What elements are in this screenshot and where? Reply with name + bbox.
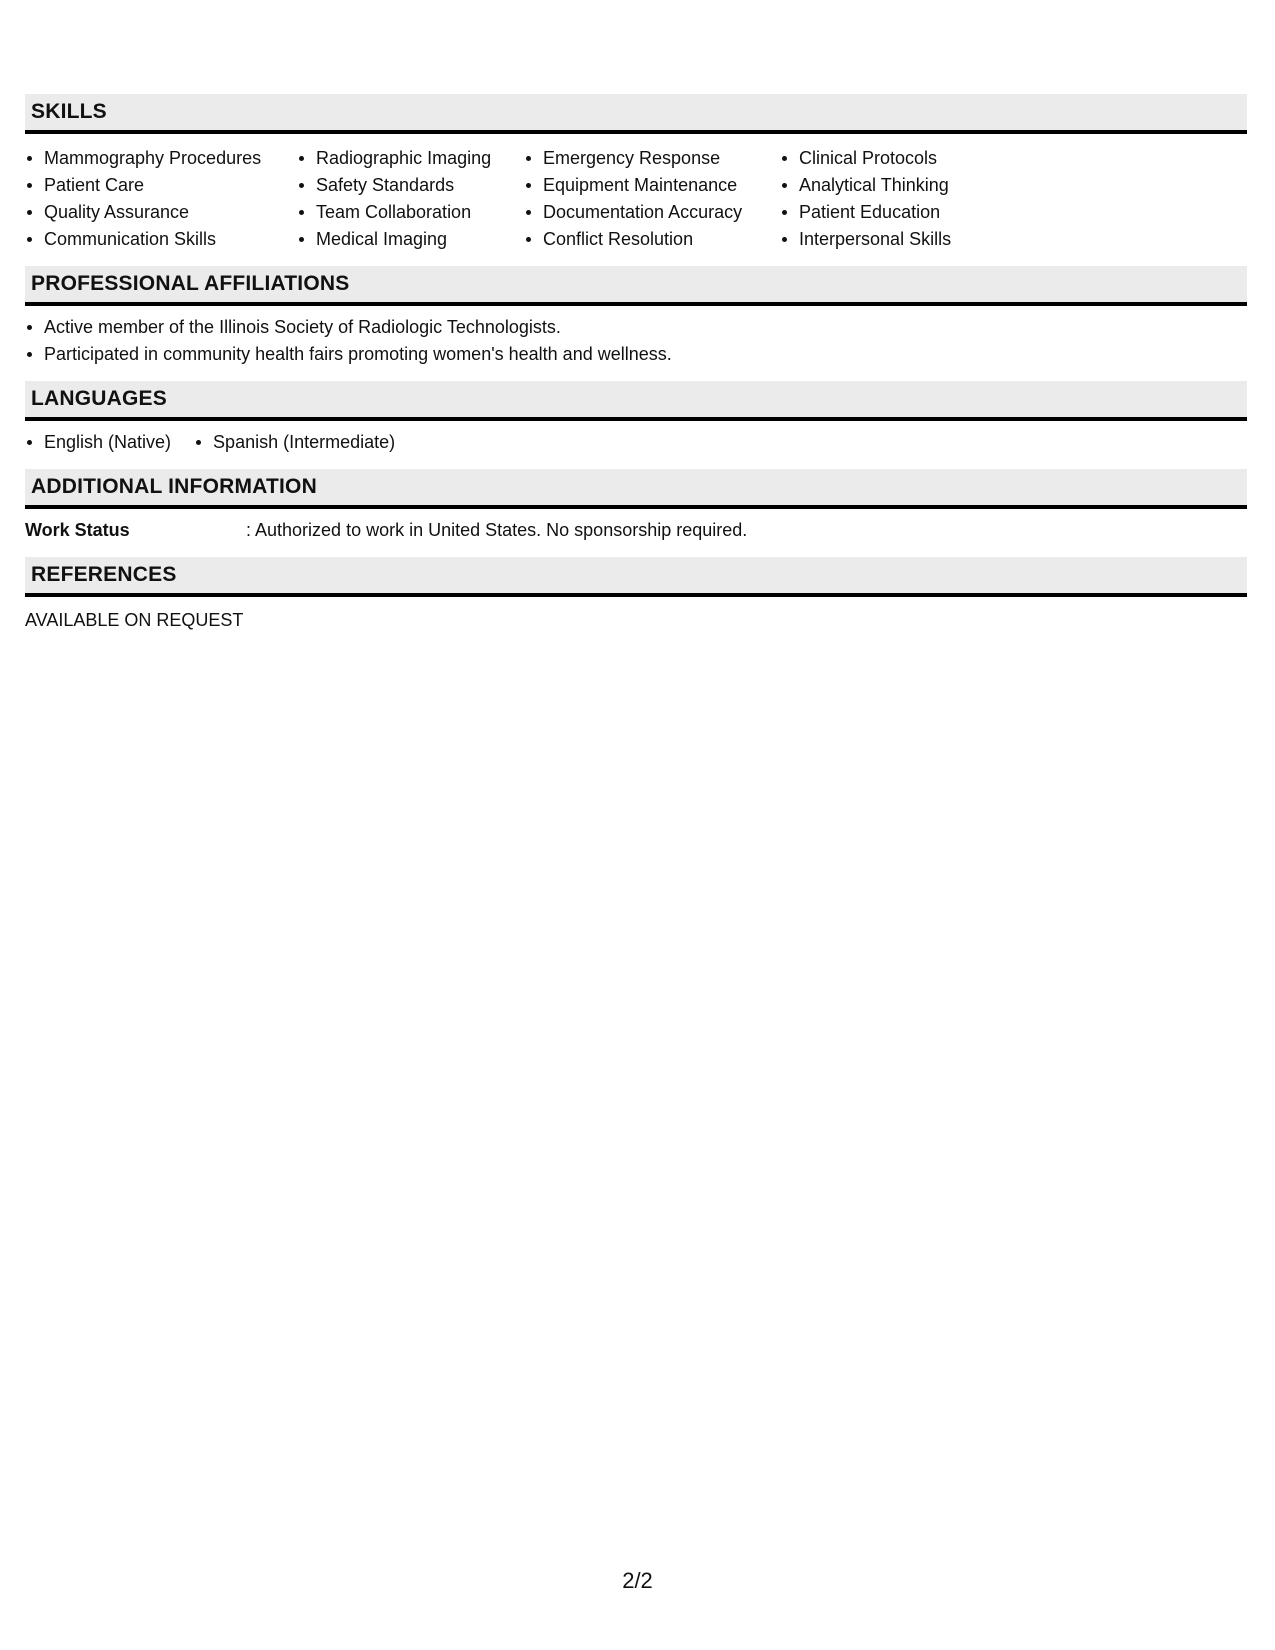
skill-item: Conflict Resolution <box>524 226 780 253</box>
skills-column <box>524 145 780 253</box>
skill-item: Interpersonal Skills <box>780 226 1040 253</box>
skills-title: SKILLS <box>31 100 107 123</box>
skills-section <box>25 94 1247 266</box>
skill-item: Quality Assurance <box>25 199 297 226</box>
work-status-row <box>25 509 1247 557</box>
affiliation-item: Participated in community health fairs promoting women's health and wellness. <box>25 341 1247 368</box>
additional-info-header <box>25 469 1247 509</box>
references-text: AVAILABLE ON REQUEST <box>25 610 244 630</box>
references-section <box>25 557 1247 634</box>
references-header <box>25 557 1247 597</box>
language-item: English (Native) <box>25 429 171 456</box>
additional-info-section <box>25 469 1247 557</box>
languages-title: LANGUAGES <box>31 387 167 410</box>
skill-item: Clinical Protocols <box>780 145 1040 172</box>
skills-header <box>25 94 1247 134</box>
affiliations-section <box>25 266 1247 381</box>
skill-item: Analytical Thinking <box>780 172 1040 199</box>
skill-item: Medical Imaging <box>297 226 524 253</box>
resume-page <box>25 94 1247 634</box>
affiliation-item: Active member of the Illinois Society of Radiologic Technologists. <box>25 314 1247 341</box>
languages-list <box>25 421 1247 469</box>
work-status-value: : Authorized to work in United States. No sponsorship required. <box>246 520 748 540</box>
skills-column <box>780 145 1040 253</box>
skills-column <box>297 145 524 253</box>
skill-item: Communication Skills <box>25 226 297 253</box>
affiliations-header <box>25 266 1247 306</box>
skills-column <box>25 145 297 253</box>
skill-item: Patient Care <box>25 172 297 199</box>
skill-item: Documentation Accuracy <box>524 199 780 226</box>
work-status-label: Work Status <box>25 520 130 540</box>
languages-header <box>25 381 1247 421</box>
skill-item: Equipment Maintenance <box>524 172 780 199</box>
skills-grid <box>25 134 1247 266</box>
languages-section <box>25 381 1247 469</box>
additional-info-title: ADDITIONAL INFORMATION <box>31 475 317 498</box>
language-item: Spanish (Intermediate) <box>194 429 395 456</box>
affiliations-title: PROFESSIONAL AFFILIATIONS <box>31 272 350 295</box>
references-title: REFERENCES <box>31 563 177 586</box>
skill-item: Radiographic Imaging <box>297 145 524 172</box>
skill-item: Emergency Response <box>524 145 780 172</box>
skill-item: Safety Standards <box>297 172 524 199</box>
skill-item: Team Collaboration <box>297 199 524 226</box>
affiliations-list <box>25 306 1247 381</box>
skill-item: Mammography Procedures <box>25 145 297 172</box>
page-number: 2/2 <box>622 1568 653 1593</box>
skill-item: Patient Education <box>780 199 1040 226</box>
